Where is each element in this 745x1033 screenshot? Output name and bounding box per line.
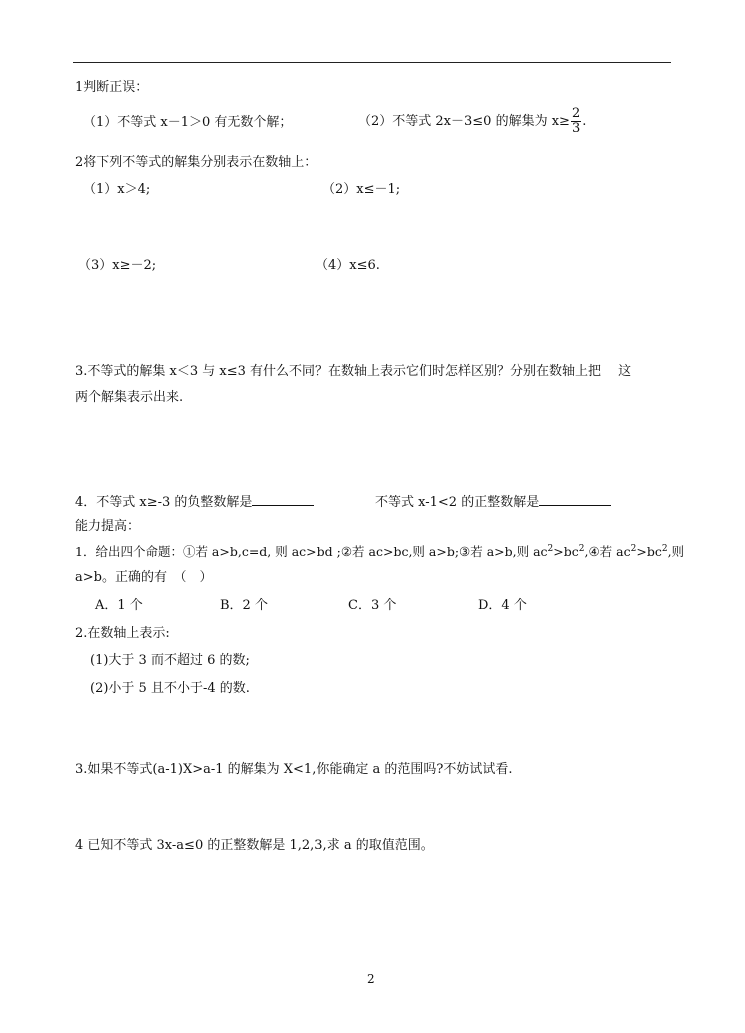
header-rule — [73, 62, 671, 63]
fraction-two-thirds — [571, 107, 581, 136]
q1-part-b — [358, 107, 586, 137]
option-b: B．2 个 — [220, 598, 268, 613]
q2-title: 2将下列不等式的解集分别表示在数轴上： — [75, 155, 318, 170]
fraction-numerator: 2 — [571, 106, 581, 121]
ability-p2-b: (2)小于 5 且不小于-4 的数. — [90, 681, 250, 696]
answer-blank-2[interactable] — [539, 493, 611, 506]
p1-sup-4: 2 — [661, 543, 668, 554]
q4-right — [375, 493, 611, 511]
option-d: D．4 个 — [478, 598, 527, 613]
q3-line-2: 两个解集表示出来. — [75, 390, 184, 405]
answer-blank-1[interactable] — [252, 493, 314, 506]
q3-line-1: 3.不等式的解集 x＜3 与 x≤3 有什么不同？在数轴上表示它们时怎样区别？分别在数轴上把 这 — [75, 364, 632, 379]
option-c: C．3 个 — [348, 598, 397, 613]
p1-text-e: ,则 — [667, 544, 685, 559]
ability-p1-line-1 — [75, 544, 684, 560]
p1-text-a: 1．给出四个命题：①若 a>b,c=d, 则 ac>bd ;②若 ac>bc,则 a>b;③若 a>b,则 ac — [75, 544, 548, 559]
q1-part-b-end: . — [582, 114, 587, 129]
q2-part-2: （2）x≤－1; — [322, 182, 401, 197]
ability-p4: 4 已知不等式 3x-a≤0 的正整数解是 1,2,3,求 a 的取值范围。 — [75, 838, 434, 853]
q4-left — [75, 493, 314, 511]
p1-sup-3: 2 — [630, 543, 637, 554]
q1-part-b-text: （2）不等式 2x－3≤0 的解集为 x≥ — [358, 114, 570, 129]
page-number: 2 — [367, 972, 375, 986]
ability-p2-title: 2.在数轴上表示: — [75, 626, 170, 641]
q2-part-1: （1）x＞4; — [83, 182, 151, 197]
p1-sup-2: 2 — [578, 543, 585, 554]
q2-part-3: （3）x≥－2; — [78, 258, 157, 273]
fraction-denominator: 3 — [571, 121, 581, 136]
ability-p2-a: (1)大于 3 而不超过 6 的数; — [90, 653, 250, 668]
q4-right-text: 不等式 x-1<2 的正整数解是 — [375, 495, 540, 510]
ability-p1-line-2: a>b。正确的有 （ ） — [75, 570, 213, 585]
p1-text-b: >bc — [553, 544, 579, 559]
p1-text-d: >bc — [636, 544, 662, 559]
option-a: A．1 个 — [95, 598, 143, 613]
p1-text-c: ,④若 ac — [584, 544, 631, 559]
ability-p3: 3.如果不等式(a-1)X>a-1 的解集为 X<1,你能确定 a 的范围吗?不妨试试看. — [75, 762, 513, 777]
q2-part-4: （4）x≤6. — [315, 258, 380, 273]
p1-sup-1: 2 — [547, 543, 554, 554]
q1-title: 1判断正误： — [75, 80, 149, 95]
q1-part-a: （1）不等式 x－1＞0 有无数个解； — [83, 115, 293, 130]
ability-title: 能力提高： — [75, 519, 141, 534]
q4-left-text: 4．不等式 x≥-3 的负整数解是 — [75, 495, 253, 510]
